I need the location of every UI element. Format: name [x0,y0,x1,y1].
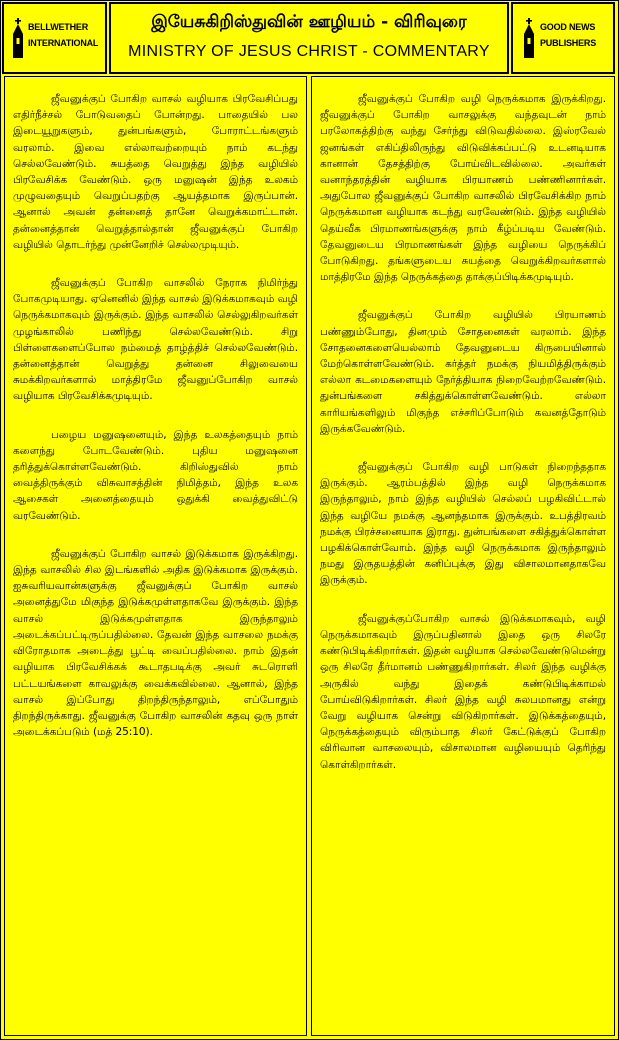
paragraph: ஜீவனுக்குப் போகிற வாசலில் நேராக நிமிர்ந்து போகமுடியாது. ஏனெனில் இந்த வாசல் இடுக்கமாகவும் வழி நெருக்கமாகவும் இருக்கும். இந்த வாசலில் செல்லுகிறவர்கள் முழங்காலில் பணிந்து செல்லவேண்டும். சிறு பிள்ளைகளைப்போல நம்மைத் தாழ்த்திச் செல்லவேண்டும். தன்னைத்தான் வெறுத்து தன்னை சிலுவையை சுமக்கிறவர்களால் மாத்திரமே ஜீவனுப்போகிற வாசல் வழியாக பிரவேசிக்கமுடியும். [13,277,298,403]
title-tamil: இயேசுகிறிஸ்துவின் ஊழியம் - விரிவுரை [151,12,467,32]
right-column [311,76,615,1036]
good-news-logo [511,2,615,74]
bellwether-logo [2,2,107,74]
paragraph: ஜீவனுக்குப் போகிற வழி நெருக்கமாக இருக்கிறது. ஜீவனுக்குப் போகிற வாசலுக்கு வந்தவுடன் நாம் பரலோகத்திற்கு வந்து சேர்ந்து விடுவதில்லை. இஸ்ரவேல் ஜனங்கள் எகிப்திலிருந்து விடுவிக்கப்பட்டு உடனடியாக கானான் தேசத்திற்கு போய்விடவில்லை. அவர்கள் வனாந்தரத்தின் வழியாக பிரயாணம் பண்ணினார்கள். அதுபோல ஜீவனுக்குப் போகிற வாசலில் பிரவேசிக்கிற நாம் நெருக்கமான வழியாக கடந்து வரவேண்டும். இந்த வழியில் தெய்வீக பிரமாணங்களுக்கு நாம் கீழ்ப்படிய வேண்டும். தேவனுடைய பிரமாணங்கள் இந்த வழியை நெருக்கிப் போடுகிறது. தங்களுடைய சுயத்தை வெறுக்கிறவர்களால் மாத்திரமே இந்த நெருக்கத்தை தாக்குப்பிடிக்கமுடியும். [320,93,606,284]
paragraph: ஜீவனுக்குப் போகிற வழி பாடுகள் நிறைந்ததாக இருக்கும். ஆரம்பத்தில் இந்த வழி நெருக்கமாக இருந்தாலும், நாம் இந்த வழியில் செல்லப் பழகிவிட்டால் இந்த வழியே நமக்கு ஆனந்தமாக இருக்கும். உபத்திரவம் நமக்கு பிரச்சனையாக இராது. துன்பங்களை சகித்துக்கொள்ள பழகிக்கொள்வோம். இந்த வழி நெருக்கமாக இருந்தாலும் நமது இருதயத்தின் கனிப்புக்கு இது விசாலமானதாகவே இருக்கும். [320,461,606,587]
paragraph: ஜீவனுக்குப் போகிற வாசல் வழியாக பிரவேசிப்பது எதிர்நீச்சல் போடுவதைப் போன்றது. பாதையில் பல இடையூறுகளும், துன்பங்களும், போராட்டங்களும் வரலாம். இவை எல்லாவற்றையும் நாம் கடந்து செல்லவேண்டும். சுயத்தை வெறுத்து இந்த வழியில் பிரவேசிக்க வேண்டும். ஒரு மனுஷன் இந்த உலகம் முழுவதையும் வெறுப்பதற்கு ஆயத்தமாக இருப்பான். ஆனால் அவன் தன்னைத் தானே வெறுக்கமாட்டான். தன்னைத்தான் வெறுத்தால்தான் ஜீவனுக்குப் போகிற வழியில் தொடர்ந்து முன்னேறிச் செல்லமுடியும். [13,93,298,251]
paragraph: ஜீவனுக்குப் போகிற வழியில் பிரயாணம் பண்ணும்போது, தினமும் சோதனைகள் வரலாம். இந்த சோதனைகளையெல்லாம் தேவனுடைய கிருபையினால் மேற்கொள்ளவேண்டும். கர்த்தர் நமக்கு நியமித்திருக்கும் எல்லா கடமைகளையும் நேர்த்தியாக நிறைவேற்றவேண்டும். துன்பங்களை சகித்துக்கொள்ளவேண்டும். எல்லா காரியங்களிலும் மிகுந்த எச்சரிப்போடும் கவனத்தோடும் இருக்கவேண்டும். [320,309,606,435]
church-steeple-icon [11,18,25,58]
paragraph: ஜீவனுக்குப் போகிற வாசல் இடுக்கமாக இருக்கிறது. இந்த வாசலில் சில இடங்களில் அதிக இடுக்கமாக இருக்கும். ஐசுவரியவான்களுக்கு ஜீவனுக்குப் போகிற வாசல் அனைத்துமே மிகுந்த இடுக்கமுள்ளதாகவே இருக்கும். இந்த வாசல் இடுக்கமுள்ளதாக இருந்தாலும் அடைக்கப்பட்டிருப்பதில்லை. தேவன் இந்த வாசலை நமக்கு விரோதமாக அடைத்து பூட்டி வைப்பதில்லை. நாம் இதன் வழியாக பிரவேசிக்கக் கூடாதபடிக்கு அவர் சுடரொளி பட்டயங்களை காவலுக்கு வைக்கவில்லை. ஆனால், இந்த வாசல் இப்போது திறந்திருந்தாலும், எப்போதும் திறந்திருக்காது. ஜீவனுக்கு போகிற வாசலின் கதவு ஒரு நாள் அடைக்கப்படும் (மத் 25:10). [13,547,298,739]
logo-line1: BELLWETHER [28,22,88,32]
header [2,2,615,76]
logo-line1: GOOD NEWS [540,22,596,32]
church-steeple-icon [522,18,536,58]
paragraph: ஜீவனுக்குப்போகிற வாசல் இடுக்கமாகவும், வழி நெருக்கமாகவும் இருப்பதினால் இதை ஒரு சிலரே கண்டுபிடிக்கிறார்கள். இதன் வழியாக செல்லவேண்டுமென்று ஒரு சிலரே தீர்மானம் பண்ணுகிறார்கள். சிலர் இந்த வழிக்கு அருகில் வந்து இதைக் கண்டுபிடிக்காமல் போய்விடுகிறார்கள். சிலர் இந்த வழி சுலபமானது என்று வேறு வழியாக சென்று விடுகிறார்கள். இடுக்கத்தையும், நெருக்கத்தையும் விரும்பாத சிலர் கேட்டுக்குப் போகிற விரிவான வாசலையும், விசாலமான வழியையும் தெரிந்து கொள்கிறார்கள். [320,612,606,771]
logo-line2: INTERNATIONAL [28,38,99,48]
left-column [4,76,307,1036]
title-english: MINISTRY OF JESUS CHRIST - COMMENTARY [128,43,490,60]
paragraph: பழைய மனுஷனையும், இந்த உலகத்தையும் நாம் களைந்து போடவேண்டும். புதிய மனுஷனை தரித்துக்கொள்ளவேண்டும். கிறிஸ்துவில் நாம் வைத்திருக்கும் விசுவாசத்தின் நிமித்தம், இந்த உலக ஆசைகள் அனைத்தையும் ஒதுக்கி வைத்துவிட்டு வரவேண்டும். [13,428,298,522]
title-box [109,2,509,74]
logo-line2: PUBLISHERS [540,38,597,48]
